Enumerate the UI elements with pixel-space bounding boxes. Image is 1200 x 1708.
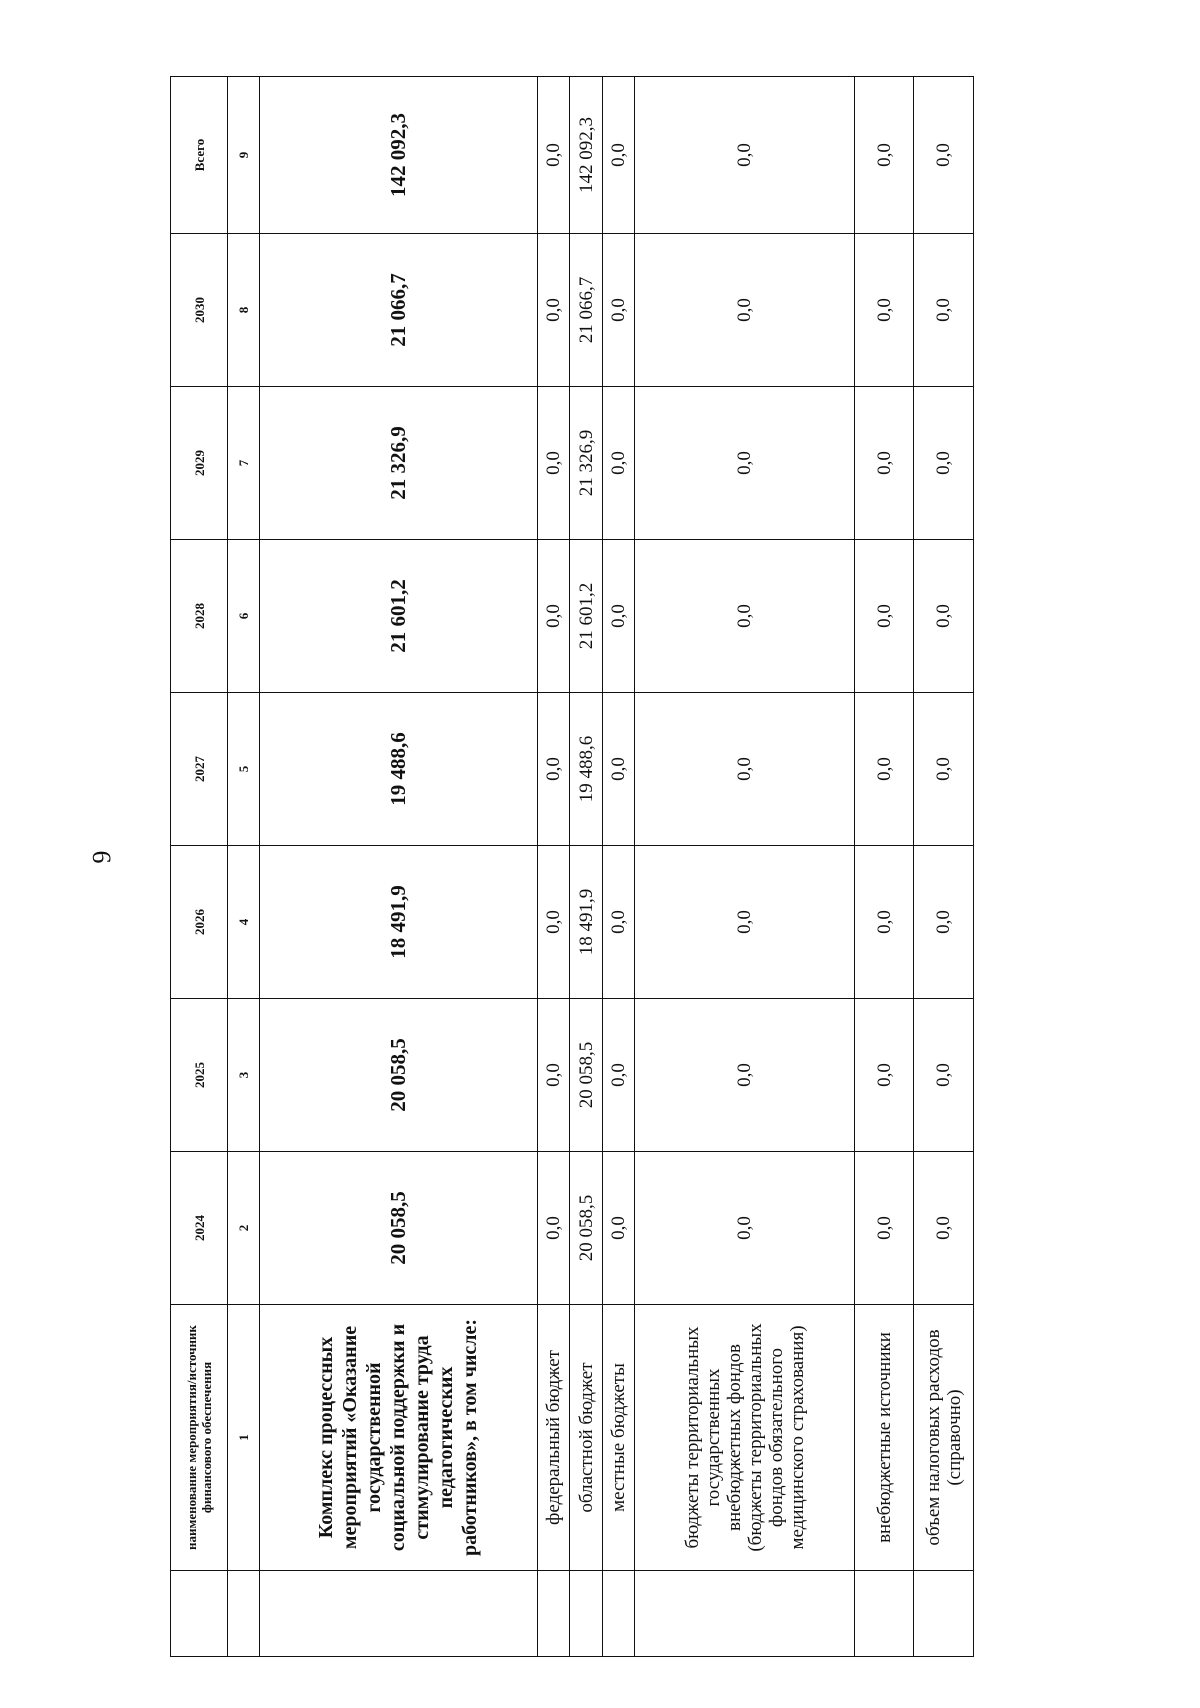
header-total: Всего bbox=[171, 77, 228, 234]
value-cell: 0,0 bbox=[635, 999, 855, 1152]
value-cell: 0,0 bbox=[537, 540, 569, 693]
value-cell: 0,0 bbox=[537, 846, 569, 999]
column-number-row bbox=[228, 77, 259, 1657]
blank-cell bbox=[635, 1571, 855, 1657]
value-cell: 21 326,9 bbox=[259, 387, 537, 540]
value-cell: 19 488,6 bbox=[570, 693, 602, 846]
row-label: областной бюджет bbox=[570, 1305, 602, 1571]
value-cell: 0,0 bbox=[602, 540, 634, 693]
value-cell: 20 058,5 bbox=[570, 1152, 602, 1305]
value-cell: 0,0 bbox=[635, 540, 855, 693]
value-cell: 142 092,3 bbox=[570, 77, 602, 234]
financing-table bbox=[170, 76, 974, 1657]
value-cell: 21 066,7 bbox=[259, 234, 537, 387]
header-2025: 2025 bbox=[171, 999, 228, 1152]
value-cell: 0,0 bbox=[914, 999, 974, 1152]
value-cell: 0,0 bbox=[854, 77, 914, 234]
value-cell: 0,0 bbox=[635, 77, 855, 234]
header-2030: 2030 bbox=[171, 234, 228, 387]
value-cell: 21 601,2 bbox=[570, 540, 602, 693]
row-regional-budget bbox=[570, 77, 602, 1657]
blank-cell bbox=[259, 1571, 537, 1657]
header-2026: 2026 bbox=[171, 846, 228, 999]
value-cell: 0,0 bbox=[914, 1152, 974, 1305]
blank-cell bbox=[602, 1571, 634, 1657]
blank-cell bbox=[171, 1571, 228, 1657]
value-cell: 0,0 bbox=[854, 234, 914, 387]
blank-cell bbox=[914, 1571, 974, 1657]
header-2028: 2028 bbox=[171, 540, 228, 693]
value-cell: 0,0 bbox=[635, 387, 855, 540]
blank-cell bbox=[537, 1571, 569, 1657]
value-cell: 0,0 bbox=[914, 540, 974, 693]
row-label: внебюджетные источники bbox=[854, 1305, 914, 1571]
header-2027: 2027 bbox=[171, 693, 228, 846]
value-cell: 20 058,5 bbox=[259, 1152, 537, 1305]
column-number: 2 bbox=[228, 1152, 259, 1305]
row-federal-budget bbox=[537, 77, 569, 1657]
blank-cell bbox=[228, 1571, 259, 1657]
value-cell: 18 491,9 bbox=[259, 846, 537, 999]
value-cell: 0,0 bbox=[602, 999, 634, 1152]
column-number: 7 bbox=[228, 387, 259, 540]
row-label: объем налоговых расходов (справочно) bbox=[914, 1305, 974, 1571]
value-cell: 0,0 bbox=[914, 846, 974, 999]
value-cell: 0,0 bbox=[537, 234, 569, 387]
header-2029: 2029 bbox=[171, 387, 228, 540]
value-cell: 0,0 bbox=[602, 846, 634, 999]
value-cell: 0,0 bbox=[602, 387, 634, 540]
value-cell: 0,0 bbox=[537, 387, 569, 540]
row-label: федеральный бюджет bbox=[537, 1305, 569, 1571]
row-label: местные бюджеты bbox=[602, 1305, 634, 1571]
blank-cell bbox=[854, 1571, 914, 1657]
value-cell: 0,0 bbox=[854, 1152, 914, 1305]
value-cell: 0,0 bbox=[635, 1152, 855, 1305]
value-cell: 20 058,5 bbox=[259, 999, 537, 1152]
value-cell: 19 488,6 bbox=[259, 693, 537, 846]
column-number: 1 bbox=[228, 1305, 259, 1571]
value-cell: 0,0 bbox=[854, 999, 914, 1152]
financing-table-wrapper bbox=[170, 77, 974, 1657]
value-cell: 0,0 bbox=[537, 1152, 569, 1305]
column-number: 4 bbox=[228, 846, 259, 999]
row-complex-total bbox=[259, 77, 537, 1657]
value-cell: 0,0 bbox=[914, 387, 974, 540]
blank-cell bbox=[570, 1571, 602, 1657]
column-number: 3 bbox=[228, 999, 259, 1152]
row-tax-expenditures bbox=[914, 77, 974, 1657]
value-cell: 0,0 bbox=[537, 693, 569, 846]
value-cell: 21 066,7 bbox=[570, 234, 602, 387]
header-row bbox=[171, 77, 228, 1657]
value-cell: 0,0 bbox=[914, 234, 974, 387]
page-number: 6 bbox=[87, 850, 116, 864]
value-cell: 0,0 bbox=[854, 693, 914, 846]
value-cell: 142 092,3 bbox=[259, 77, 537, 234]
value-cell: 0,0 bbox=[914, 693, 974, 846]
header-2024: 2024 bbox=[171, 1152, 228, 1305]
row-extrabudgetary bbox=[854, 77, 914, 1657]
row-local-budgets bbox=[602, 77, 634, 1657]
value-cell: 0,0 bbox=[602, 234, 634, 387]
column-number: 5 bbox=[228, 693, 259, 846]
row-label: бюджеты территориальных государственных внебюджетных фондов (бюджеты территориальных фондов обязательного медицинского страхования) bbox=[635, 1305, 855, 1571]
row-territorial-funds bbox=[635, 77, 855, 1657]
value-cell: 0,0 bbox=[635, 693, 855, 846]
value-cell: 0,0 bbox=[635, 234, 855, 387]
value-cell: 21 326,9 bbox=[570, 387, 602, 540]
row-label: Комплекс процессных мероприятий «Оказание государственной социальной поддержки и стимулирование труда педагогических работников», в том числе: bbox=[259, 1305, 537, 1571]
value-cell: 0,0 bbox=[914, 77, 974, 234]
column-number: 8 bbox=[228, 234, 259, 387]
value-cell: 0,0 bbox=[635, 846, 855, 999]
value-cell: 0,0 bbox=[854, 387, 914, 540]
value-cell: 0,0 bbox=[602, 77, 634, 234]
value-cell: 20 058,5 bbox=[570, 999, 602, 1152]
value-cell: 0,0 bbox=[537, 77, 569, 234]
value-cell: 21 601,2 bbox=[259, 540, 537, 693]
value-cell: 0,0 bbox=[602, 1152, 634, 1305]
column-number: 6 bbox=[228, 540, 259, 693]
column-number: 9 bbox=[228, 77, 259, 234]
value-cell: 0,0 bbox=[602, 693, 634, 846]
value-cell: 0,0 bbox=[854, 846, 914, 999]
value-cell: 0,0 bbox=[537, 999, 569, 1152]
header-name: наименование мероприятия/источник финансового обеспечения bbox=[171, 1305, 228, 1571]
value-cell: 18 491,9 bbox=[570, 846, 602, 999]
value-cell: 0,0 bbox=[854, 540, 914, 693]
